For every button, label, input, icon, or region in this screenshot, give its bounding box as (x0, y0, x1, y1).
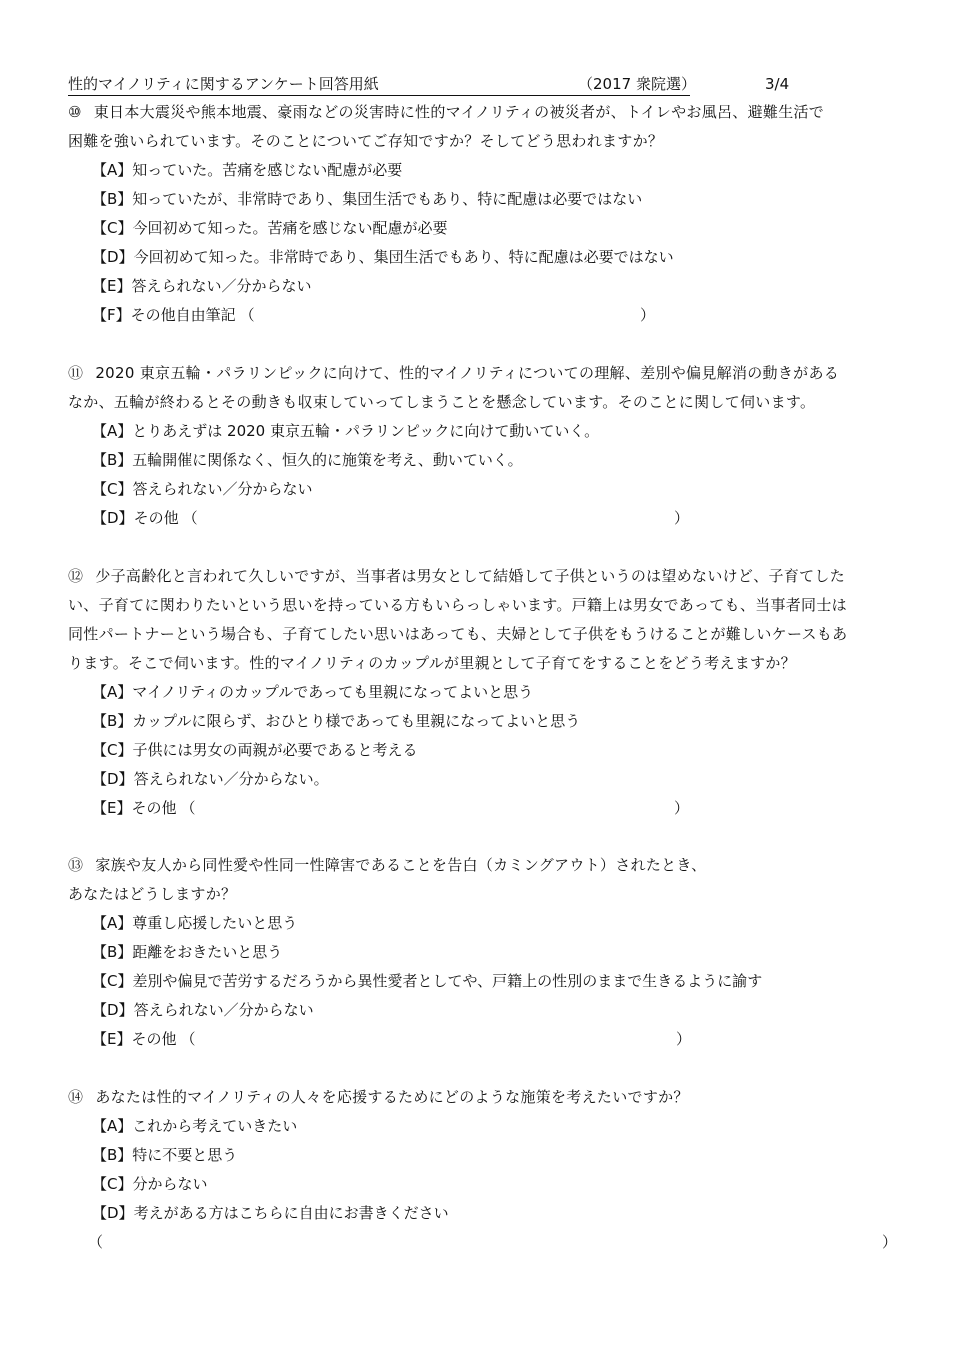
option-c[interactable] (68, 214, 898, 243)
answer-paren-close: ） (674, 799, 690, 817)
option-text: 今回初めて知った。非常時であり、集団生活でもあり、特に配慮は必要ではない (133, 248, 674, 266)
option-label: 【C】 (92, 480, 133, 498)
question-number: ⑫ (68, 567, 84, 585)
question-number: ⑪ (68, 364, 84, 382)
option-label: 【D】 (92, 509, 134, 527)
option-label: 【A】 (92, 1117, 133, 1135)
option-a[interactable] (68, 417, 898, 446)
question-line: 東日本大震災や熊本地震、豪雨などの災害時に性的マイノリティの被災者が、トイレやお風呂、避難生活で (93, 103, 825, 121)
option-label: 【C】 (92, 1175, 133, 1193)
option-d[interactable] (68, 1199, 898, 1228)
question-line: なか、五輪が終わるとその動きも収束していってしまうことを懸念しています。そのことに関して伺います。 (68, 393, 816, 411)
option-label: 【D】 (92, 248, 134, 266)
answer-paren-open: （ (180, 799, 196, 817)
option-text: その他 (133, 509, 179, 527)
option-label: 【A】 (92, 914, 133, 932)
answer-paren-close: ） (674, 509, 690, 527)
option-text: 今回初めて知った。苦痛を感じない配慮が必要 (132, 219, 448, 237)
option-text: マイノリティのカップルであっても里親になってよいと思う (132, 683, 534, 701)
option-d[interactable] (68, 996, 898, 1025)
question-11 (68, 359, 898, 533)
option-text: 答えられない／分からない (131, 277, 312, 295)
option-e[interactable] (68, 272, 898, 301)
option-text: これから考えていきたい (132, 1117, 298, 1135)
question-line: ります。そこで伺います。性的マイノリティのカップルが里親として子育てをすることをどう考えますか？ (68, 654, 796, 672)
option-text: 五輪開催に関係なく、恒久的に施策を考え、動いていく。 (132, 451, 523, 469)
question-line: 少子高齢化と言われて久しいですが、当事者は男女として結婚して子供というのは望めないけど、子育てした (95, 567, 846, 585)
option-text: その他 (131, 799, 177, 817)
option-f[interactable] (68, 301, 898, 330)
question-line: い、子育てに関わりたいという思いを持っている方もいらっしゃいます。戸籍上は男女であっても、当事者同士は (68, 596, 847, 614)
option-d[interactable] (68, 504, 898, 533)
answer-paren-open: （ (88, 1233, 104, 1251)
option-label: 【B】 (92, 943, 133, 961)
option-a[interactable] (68, 156, 898, 185)
option-label: 【C】 (92, 741, 133, 759)
election-label: （2017 衆院選） (578, 75, 696, 93)
option-list (68, 156, 898, 330)
answer-paren-open: （ (182, 509, 198, 527)
question-line: あなたはどうしますか？ (68, 885, 237, 903)
option-c[interactable] (68, 475, 898, 504)
option-list (68, 1112, 898, 1228)
option-text: 答えられない／分からない (133, 1001, 314, 1019)
option-text: 特に不要と思う (132, 1146, 238, 1164)
option-a[interactable] (68, 678, 898, 707)
option-d[interactable] (68, 243, 898, 272)
option-label: 【B】 (92, 1146, 133, 1164)
option-label: 【D】 (92, 1204, 134, 1222)
option-text: 差別や偏見で苦労するだろうから異性愛者としてや、戸籍上の性別のままで生きるように諭す (132, 972, 763, 990)
option-b[interactable] (68, 446, 898, 475)
question-13 (68, 851, 898, 1054)
question-14 (68, 1083, 898, 1257)
question-line: 同性パートナーという場合も、子育てしたい思いはあっても、夫婦として子供をもうけることが難しいケースもあ (68, 625, 848, 643)
option-text: 答えられない／分からない。 (133, 770, 329, 788)
question-text (68, 98, 898, 156)
option-b[interactable] (68, 185, 898, 214)
option-label: 【A】 (92, 683, 133, 701)
option-list (68, 909, 898, 1054)
option-b[interactable] (68, 938, 898, 967)
option-label: 【B】 (92, 451, 133, 469)
question-number: ⑬ (68, 856, 84, 874)
option-text: 距離をおきたいと思う (132, 943, 283, 961)
option-label: 【D】 (92, 1001, 134, 1019)
option-label: 【B】 (92, 190, 133, 208)
option-label: 【E】 (92, 277, 132, 295)
answer-paren-close: ） (640, 306, 656, 324)
option-text: 考えがある方はこちらに自由にお書きください (133, 1204, 449, 1222)
option-a[interactable] (68, 909, 898, 938)
question-text (68, 851, 898, 909)
question-number: ⑩ (68, 103, 82, 121)
answer-paren-close: ） (676, 1030, 692, 1048)
question-text (68, 562, 898, 678)
option-text: 知っていたが、非常時であり、集団生活でもあり、特に配慮は必要ではない (132, 190, 643, 208)
answer-paren-close: ） (882, 1233, 898, 1251)
option-label: 【F】 (92, 306, 131, 324)
question-line: 家族や友人から同性愛や性同一性障害であることを告白（カミングアウト）されたとき、 (95, 856, 707, 874)
page-title: 性的マイノリティに関するアンケート回答用紙 (68, 75, 379, 93)
option-text: 尊重し応援したいと思う (132, 914, 298, 932)
option-label: 【B】 (92, 712, 133, 730)
option-label: 【A】 (92, 422, 133, 440)
option-c[interactable] (68, 967, 898, 996)
option-label: 【E】 (92, 1030, 132, 1048)
page-number: 3/4 (765, 75, 790, 93)
option-text: 答えられない／分からない (132, 480, 313, 498)
question-12 (68, 562, 898, 823)
option-label: 【C】 (92, 219, 133, 237)
option-text: 子供には男女の両親が必要であると考える (132, 741, 418, 759)
option-e[interactable] (68, 1025, 898, 1054)
question-number: ⑭ (68, 1088, 84, 1106)
option-text: とりあえずは 2020 東京五輪・パラリンピックに向けて動いていく。 (132, 422, 600, 440)
option-label: 【A】 (92, 161, 133, 179)
option-label: 【D】 (92, 770, 134, 788)
option-c[interactable] (68, 1170, 898, 1199)
page-header (68, 70, 900, 96)
answer-paren-open: （ (239, 306, 255, 324)
question-text (68, 1083, 898, 1112)
option-b[interactable] (68, 1141, 898, 1170)
option-e[interactable] (68, 794, 898, 823)
option-label: 【E】 (92, 799, 132, 817)
option-d[interactable] (68, 765, 898, 794)
answer-paren-open: （ (180, 1030, 196, 1048)
option-text: その他自由筆記 (130, 306, 236, 324)
option-text: 分からない (132, 1175, 208, 1193)
header-underline (68, 95, 690, 96)
option-label: 【C】 (92, 972, 133, 990)
option-list (68, 417, 898, 533)
question-line: あなたは性的マイノリティの人々を応援するためにどのような施策を考えたいですか？ (95, 1088, 689, 1106)
question-line: 2020 東京五輪・パラリンピックに向けて、性的マイノリティについての理解、差別や偏見解消の動きがある (95, 364, 840, 382)
option-text: 知っていた。苦痛を感じない配慮が必要 (132, 161, 403, 179)
option-text: カップルに限らず、おひとり様であっても里親になってよいと思う (132, 712, 581, 730)
option-b[interactable] (68, 707, 898, 736)
option-text: その他 (131, 1030, 177, 1048)
option-a[interactable] (68, 1112, 898, 1141)
option-list (68, 678, 898, 823)
option-c[interactable] (68, 736, 898, 765)
question-10 (68, 98, 898, 330)
question-line: 困難を強いられています。そのことについてご存知ですか？そしてどう思われますか？ (68, 132, 664, 150)
free-answer-field[interactable] (68, 1228, 898, 1257)
question-text (68, 359, 898, 417)
